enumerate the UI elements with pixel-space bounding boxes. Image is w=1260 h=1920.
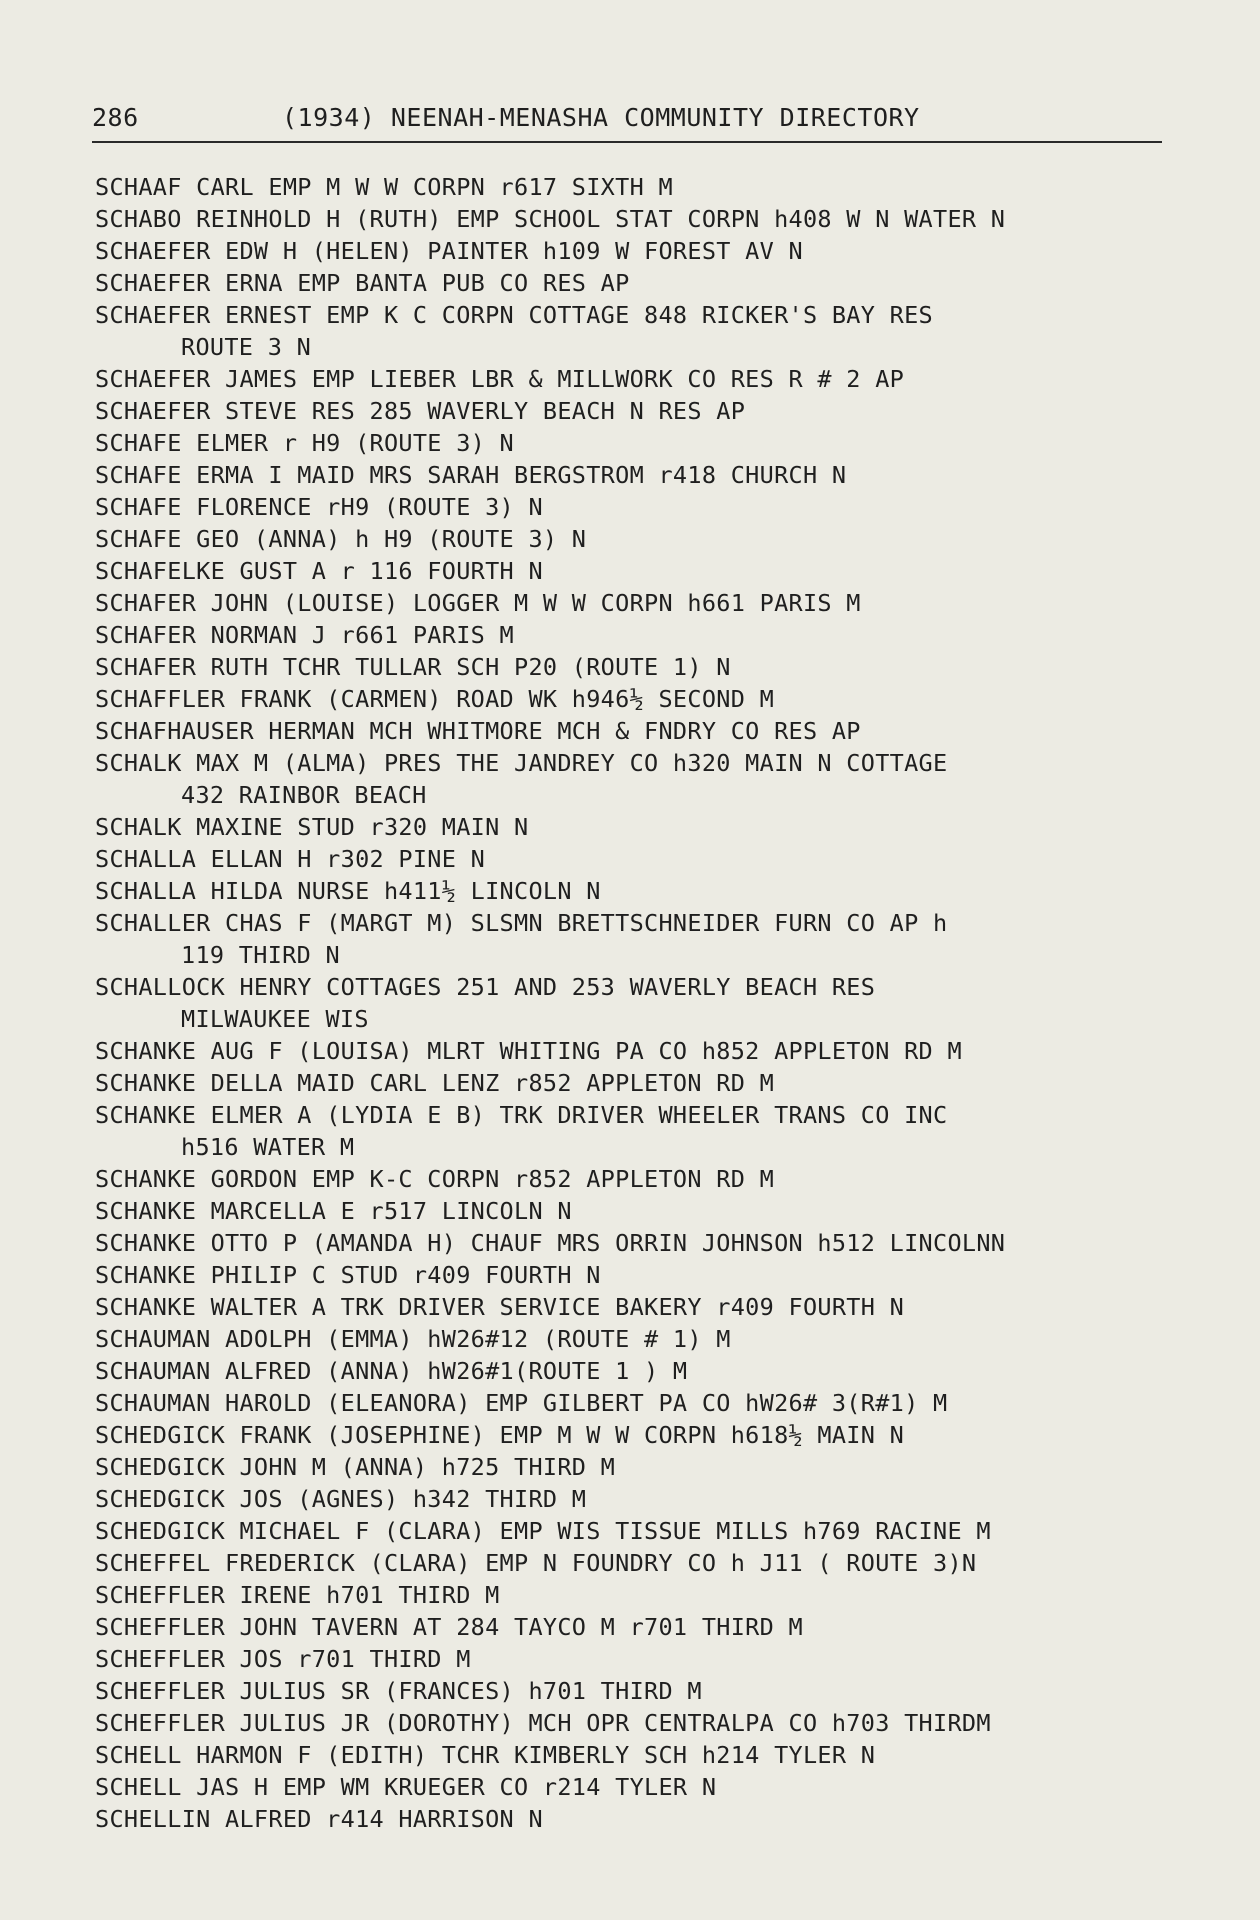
entry-text: SCHANKE OTTO P (AMANDA H) CHAUF MRS ORRIN JOHNSON h512 LINCOLNN xyxy=(95,1229,1006,1257)
directory-entries xyxy=(95,171,1175,1835)
entry-text: SCHALLA HILDA NURSE h411½ LINCOLN N xyxy=(95,877,601,905)
entry-text: SCHELL HARMON F (EDITH) TCHR KIMBERLY SCH h214 TYLER N xyxy=(95,1741,876,1769)
directory-entry xyxy=(95,1579,1175,1611)
entry-text: SCHALLA ELLAN H r302 PINE N xyxy=(95,845,486,873)
directory-entry xyxy=(95,1227,1175,1259)
directory-entry xyxy=(95,1163,1175,1195)
entry-text: SCHANKE GORDON EMP K-C CORPN r852 APPLETON RD M xyxy=(95,1165,775,1193)
entry-text: SCHAFFLER FRANK (CARMEN) ROAD WK h946½ SECOND M xyxy=(95,685,775,713)
directory-entry xyxy=(95,811,1175,843)
directory-entry xyxy=(95,1451,1175,1483)
entry-text: SCHAEFER ERNEST EMP K C CORPN COTTAGE 848 RICKER'S BAY RES xyxy=(95,301,933,329)
directory-entry xyxy=(95,651,1175,683)
entry-text: SCHANKE WALTER A TRK DRIVER SERVICE BAKERY r409 FOURTH N xyxy=(95,1293,905,1321)
directory-entry xyxy=(95,1419,1175,1451)
directory-entry xyxy=(95,1771,1175,1803)
directory-entry xyxy=(95,715,1175,747)
directory-entry xyxy=(95,299,1175,363)
entry-text: SCHAAF CARL EMP M W W CORPN r617 SIXTH M xyxy=(95,173,673,201)
directory-entry xyxy=(95,459,1175,491)
directory-entry xyxy=(95,1067,1175,1099)
entry-text: SCHELL JAS H EMP WM KRUEGER CO r214 TYLER N xyxy=(95,1773,717,1801)
entry-text: SCHEFFEL FREDERICK (CLARA) EMP N FOUNDRY CO h J11 ( ROUTE 3)N xyxy=(95,1549,977,1577)
entry-continuation: h516 WATER M xyxy=(181,1133,355,1161)
entry-text: SCHANKE PHILIP C STUD r409 FOURTH N xyxy=(95,1261,601,1289)
directory-entry xyxy=(95,395,1175,427)
entry-text: SCHAEFER STEVE RES 285 WAVERLY BEACH N RES AP xyxy=(95,397,746,425)
entry-text: SCHEFFLER JOS r701 THIRD M xyxy=(95,1645,471,1673)
directory-entry xyxy=(95,1739,1175,1771)
entry-text: SCHAFE FLORENCE rH9 (ROUTE 3) N xyxy=(95,493,543,521)
entry-text: SCHEDGICK MICHAEL F (CLARA) EMP WIS TISSUE MILLS h769 RACINE M xyxy=(95,1517,991,1545)
directory-entry xyxy=(95,203,1175,235)
entry-text: SCHAFHAUSER HERMAN MCH WHITMORE MCH & FNDRY CO RES AP xyxy=(95,717,861,745)
entry-continuation: MILWAUKEE WIS xyxy=(181,1005,369,1033)
page-number: 286 xyxy=(92,103,139,132)
entry-text: SCHANKE MARCELLA E r517 LINCOLN N xyxy=(95,1197,572,1225)
directory-entry xyxy=(95,971,1175,1035)
entry-text: SCHEDGICK JOS (AGNES) h342 THIRD M xyxy=(95,1485,587,1513)
directory-entry xyxy=(95,1035,1175,1067)
directory-entry xyxy=(95,1323,1175,1355)
entry-text: SCHANKE DELLA MAID CARL LENZ r852 APPLETON RD M xyxy=(95,1069,775,1097)
directory-entry xyxy=(95,1675,1175,1707)
entry-text: SCHAFE ERMA I MAID MRS SARAH BERGSTROM r418 CHURCH N xyxy=(95,461,847,489)
directory-entry xyxy=(95,1355,1175,1387)
directory-entry xyxy=(95,1483,1175,1515)
directory-entry xyxy=(95,907,1175,971)
entry-text: SCHAEFER JAMES EMP LIEBER LBR & MILLWORK CO RES R # 2 AP xyxy=(95,365,905,393)
entry-text: SCHAFELKE GUST A r 116 FOURTH N xyxy=(95,557,543,585)
entry-text: SCHEDGICK JOHN M (ANNA) h725 THIRD M xyxy=(95,1453,616,1481)
directory-entry xyxy=(95,1515,1175,1547)
page-header xyxy=(92,101,1162,143)
directory-entry xyxy=(95,619,1175,651)
entry-text: SCHEFFLER JULIUS JR (DOROTHY) MCH OPR CENTRALPA CO h703 THIRDM xyxy=(95,1709,991,1737)
directory-entry xyxy=(95,555,1175,587)
entry-text: SCHELLIN ALFRED r414 HARRISON N xyxy=(95,1805,543,1833)
entry-text: SCHALLOCK HENRY COTTAGES 251 AND 253 WAVERLY BEACH RES xyxy=(95,973,876,1001)
entry-text: SCHALK MAX M (ALMA) PRES THE JANDREY CO h320 MAIN N COTTAGE xyxy=(95,749,948,777)
directory-entry xyxy=(95,1291,1175,1323)
entry-continuation: ROUTE 3 N xyxy=(181,333,312,361)
directory-entry xyxy=(95,491,1175,523)
directory-entry xyxy=(95,587,1175,619)
directory-entry xyxy=(95,1611,1175,1643)
running-title: (1934) NEENAH-MENASHA COMMUNITY DIRECTORY xyxy=(282,103,920,132)
entry-text: SCHEFFLER JOHN TAVERN AT 284 TAYCO M r701 THIRD M xyxy=(95,1613,803,1641)
directory-entry xyxy=(95,1803,1175,1835)
entry-text: SCHAFER RUTH TCHR TULLAR SCH P20 (ROUTE 1) N xyxy=(95,653,731,681)
directory-entry xyxy=(95,747,1175,811)
entry-text: SCHANKE ELMER A (LYDIA E B) TRK DRIVER WHEELER TRANS CO INC xyxy=(95,1101,948,1129)
directory-entry xyxy=(95,267,1175,299)
directory-entry xyxy=(95,875,1175,907)
entry-text: SCHALLER CHAS F (MARGT M) SLSMN BRETTSCHNEIDER FURN CO AP h xyxy=(95,909,948,937)
directory-entry xyxy=(95,1259,1175,1291)
entry-text: SCHAEFER EDW H (HELEN) PAINTER h109 W FOREST AV N xyxy=(95,237,803,265)
directory-entry xyxy=(95,1099,1175,1163)
entry-text: SCHEDGICK FRANK (JOSEPHINE) EMP M W W CORPN h618½ MAIN N xyxy=(95,1421,905,1449)
entry-text: SCHAFER JOHN (LOUISE) LOGGER M W W CORPN h661 PARIS M xyxy=(95,589,861,617)
entry-text: SCHANKE AUG F (LOUISA) MLRT WHITING PA CO h852 APPLETON RD M xyxy=(95,1037,962,1065)
directory-entry xyxy=(95,1387,1175,1419)
directory-entry xyxy=(95,235,1175,267)
entry-text: SCHAUMAN ALFRED (ANNA) hW26#1(ROUTE 1 ) M xyxy=(95,1357,688,1385)
entry-continuation: 432 RAINBOR BEACH xyxy=(181,781,427,809)
entry-text: SCHAUMAN ADOLPH (EMMA) hW26#12 (ROUTE # 1) M xyxy=(95,1325,731,1353)
directory-entry xyxy=(95,523,1175,555)
entry-text: SCHAFE GEO (ANNA) h H9 (ROUTE 3) N xyxy=(95,525,587,553)
directory-entry xyxy=(95,683,1175,715)
directory-entry xyxy=(95,1195,1175,1227)
entry-text: SCHAFE ELMER r H9 (ROUTE 3) N xyxy=(95,429,514,457)
entry-text: SCHABO REINHOLD H (RUTH) EMP SCHOOL STAT CORPN h408 W N WATER N xyxy=(95,205,1006,233)
directory-entry xyxy=(95,1547,1175,1579)
entry-text: SCHEFFLER IRENE h701 THIRD M xyxy=(95,1581,500,1609)
entry-text: SCHAFER NORMAN J r661 PARIS M xyxy=(95,621,514,649)
entry-text: SCHALK MAXINE STUD r320 MAIN N xyxy=(95,813,529,841)
directory-entry xyxy=(95,1643,1175,1675)
directory-entry xyxy=(95,1707,1175,1739)
entry-text: SCHAEFER ERNA EMP BANTA PUB CO RES AP xyxy=(95,269,630,297)
entry-continuation: 119 THIRD N xyxy=(181,941,340,969)
directory-entry xyxy=(95,363,1175,395)
directory-entry xyxy=(95,171,1175,203)
entry-text: SCHAUMAN HAROLD (ELEANORA) EMP GILBERT PA CO hW26# 3(R#1) M xyxy=(95,1389,948,1417)
directory-entry xyxy=(95,427,1175,459)
directory-entry xyxy=(95,843,1175,875)
entry-text: SCHEFFLER JULIUS SR (FRANCES) h701 THIRD M xyxy=(95,1677,702,1705)
